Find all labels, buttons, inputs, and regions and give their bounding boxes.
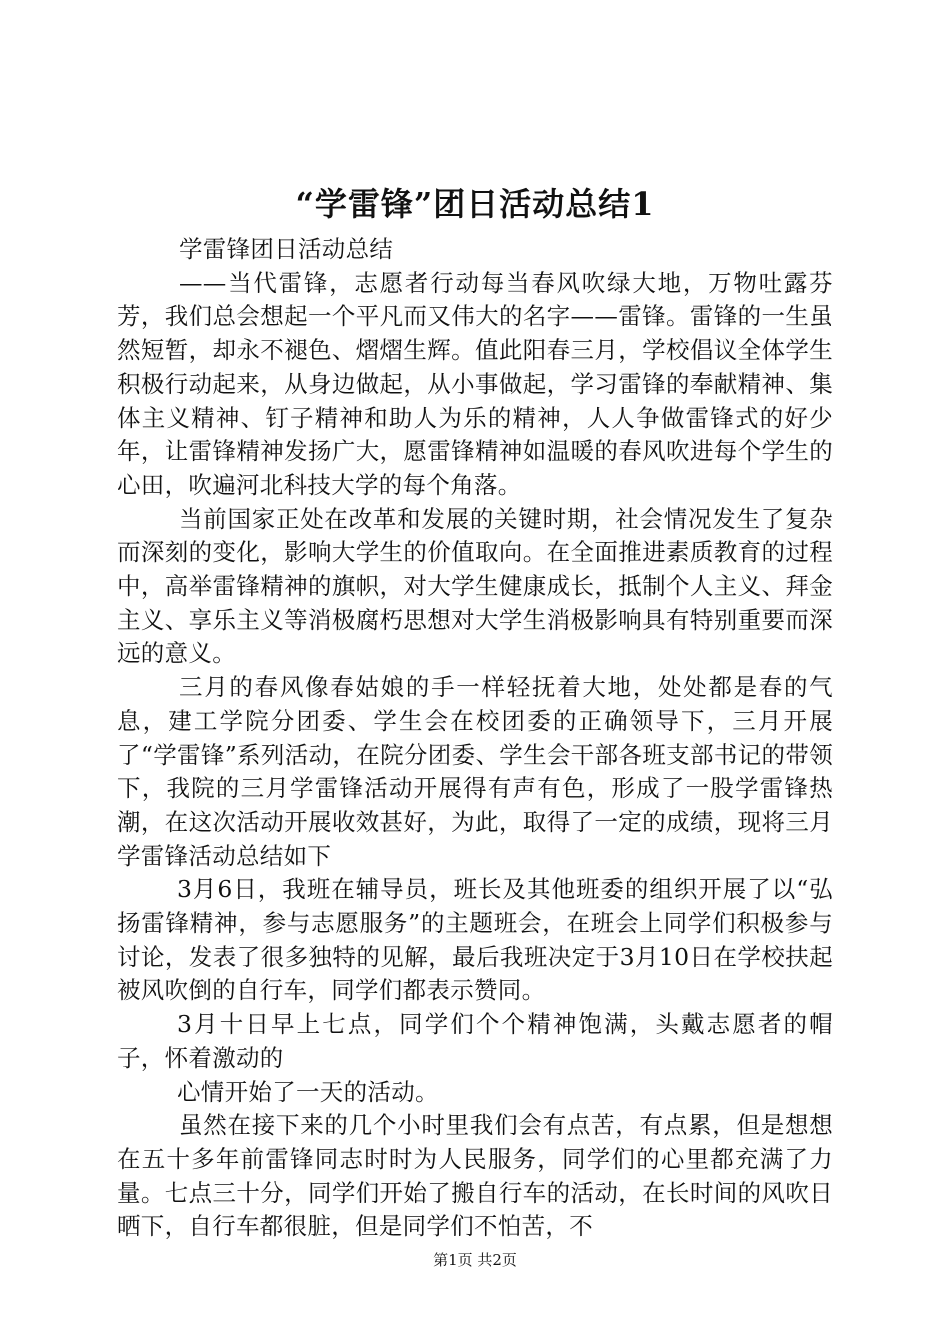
paragraph-subtitle: 学雷锋团日活动总结 bbox=[179, 235, 394, 263]
paragraph: 虽然在接下来的几个小时里我们会有点苦，有点累，但是想想在五十多年前雷锋同志时时为人民服务，同学们的心里都充满了力量。七点三十分，同学们开始了搬自行车的活动，在长时间的风吹日晒下，自行车都很脏，但是同学们不怕苦，不 bbox=[117, 1111, 833, 1241]
paragraph: ——当代雷锋，志愿者行动每当春风吹绿大地，万物吐露芬芳，我们总会想起一个平凡而又伟大的名字——雷锋。雷锋的一生虽然短暂，却永不褪色、熠熠生辉。值此阳春三月，学校倡议全体学生积极行动起来，从身边做起，从小事做起，学习雷锋的奉献精神、集体主义精神、钉子精神和助人为乐的精神，人人争做雷锋式的好少年，让雷锋精神发扬广大，愿雷锋精神如温暖的春风吹进每个学生的心田，吹遍河北科技大学的每个角落。 bbox=[117, 268, 833, 499]
paragraph: 心情开始了一天的活动。 bbox=[177, 1077, 439, 1106]
paragraph: 3月6日，我班在辅导员，班长及其他班委的组织开展了以“弘扬雷锋精神，参与志愿服务”的主题班会，在班会上同学们积极参与讨论，发表了很多独特的见解，最后我班决定于3月10日在学校扶起被风吹倒的自行车，同学们都表示赞同。 bbox=[117, 875, 833, 1005]
paragraph: 三月的春风像春姑娘的手一样轻抚着大地，处处都是春的气息，建工学院分团委、学生会在校团委的正确领导下，三月开展了“学雷锋”系列活动，在院分团委、学生会干部各班支部书记的带领下，我院的三月学雷锋活动开展得有声有色，形成了一股学雷锋热潮，在这次活动开展收效甚好，为此，取得了一定的成绩，现将三月学雷锋活动总结如下 bbox=[117, 673, 833, 870]
paragraph: 3月十日早上七点，同学们个个精神饱满，头戴志愿者的帽子，怀着激动的 bbox=[117, 1010, 833, 1072]
page-footer: 第1页 共2页 bbox=[433, 1251, 517, 1269]
document-body bbox=[117, 233, 833, 1244]
document-title: “学雷锋”团日活动总结1 bbox=[295, 185, 655, 223]
paragraph: 当前国家正处在改革和发展的关键时期，社会情况发生了复杂而深刻的变化，影响大学生的价值取向。在全面推进素质教育的过程中，高举雷锋精神的旗帜，对大学生健康成长，抵制个人主义、拜金主义、享乐主义等消极腐朽思想对大学生消极影响具有特别重要而深远的意义。 bbox=[117, 504, 833, 668]
